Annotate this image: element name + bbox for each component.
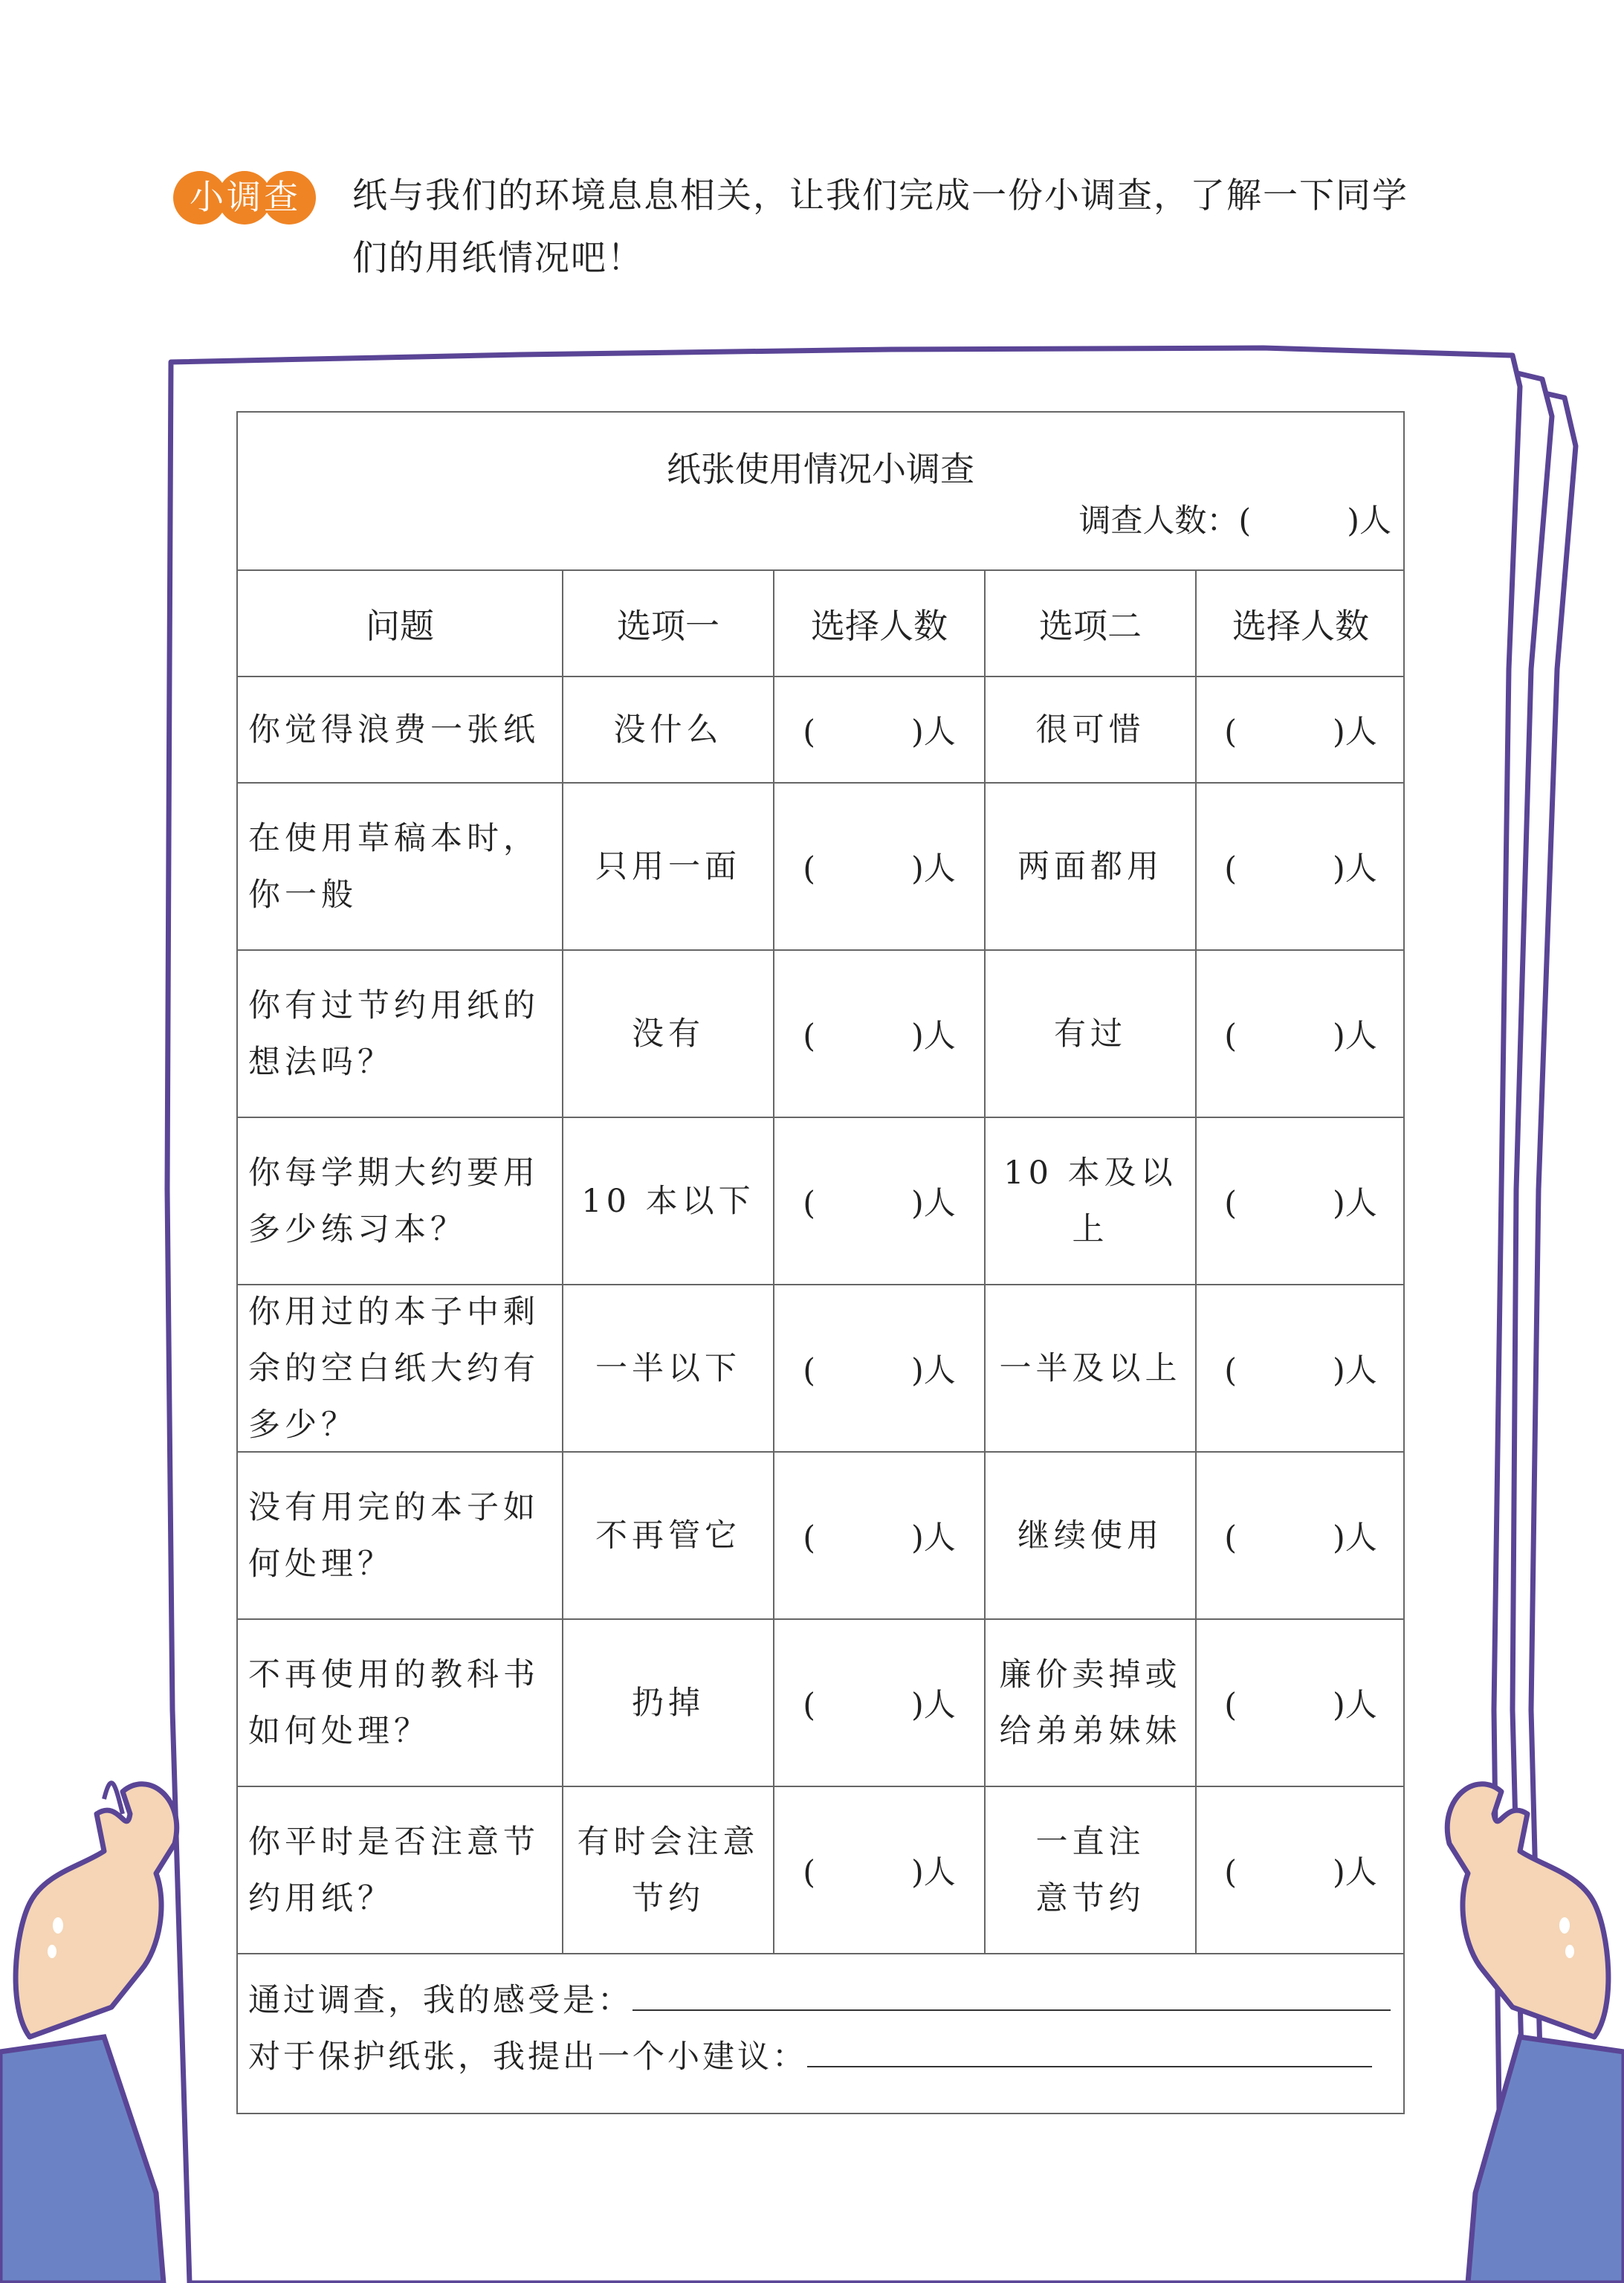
column-header: 选择人数 <box>1232 605 1369 646</box>
feeling-input-line[interactable] <box>633 1981 1391 2011</box>
intro-line: 们的用纸情况吧！ <box>352 238 644 279</box>
intro-line: 纸与我们的环境息息相关，让我们完成一份小调查，了解一下同学 <box>352 175 1408 216</box>
option-text: 给弟弟妹妹 <box>999 1712 1182 1750</box>
suggestion-input-line[interactable] <box>807 2038 1372 2067</box>
question-cell <box>238 677 563 782</box>
column-header-row <box>238 571 1403 677</box>
option2-count-blank[interactable]: ( )人 <box>1224 1520 1377 1557</box>
question-cell <box>238 784 563 949</box>
option1-count-blank[interactable]: ( )人 <box>774 1620 986 1786</box>
option-text: 继续使用 <box>1018 1517 1163 1554</box>
survey-title: 纸张使用情况小调查 <box>667 449 974 489</box>
option-text: 不再管它 <box>595 1517 741 1554</box>
option2-cell <box>986 1787 1197 1953</box>
table-row <box>238 1620 1403 1787</box>
option-text: 一半以下 <box>595 1349 741 1387</box>
question-text: 多少练习本？ <box>248 1210 467 1248</box>
column-header: 选项一 <box>563 571 774 676</box>
option2-cell <box>986 1453 1197 1618</box>
question-text: 你一般 <box>248 876 358 914</box>
option-text: 一半及以上 <box>999 1349 1182 1387</box>
question-cell <box>238 1453 563 1618</box>
option-text: 廉价卖掉或 <box>999 1656 1182 1693</box>
table-row <box>238 1285 1403 1453</box>
option-text: 扔掉 <box>632 1684 705 1722</box>
question-text: 如何处理？ <box>248 1712 430 1750</box>
option-text: 节约 <box>632 1879 705 1917</box>
option1-count-blank[interactable]: ( )人 <box>774 784 986 949</box>
option2-cell <box>986 677 1197 782</box>
option2-cell <box>986 1285 1197 1451</box>
option2-cell <box>986 784 1197 949</box>
option1-cell <box>563 677 774 782</box>
option-text: 有时会注意 <box>577 1823 760 1861</box>
option-text: 很可惜 <box>1035 711 1145 749</box>
survey-table <box>236 411 1405 2114</box>
option2-count-blank[interactable]: ( )人 <box>1224 1185 1377 1222</box>
table-row <box>238 1118 1403 1285</box>
option1-cell <box>563 1620 774 1786</box>
survey-footer <box>238 1947 1403 2114</box>
option2-cell <box>986 1118 1197 1284</box>
option-text: 10 本及以上 <box>1003 1154 1177 1248</box>
column-header: 问题 <box>238 571 563 676</box>
question-text: 你觉得浪费一张纸 <box>248 711 540 749</box>
question-text: 余的空白纸大约有 <box>248 1349 540 1387</box>
badge-label: 小调查 <box>190 177 301 217</box>
option1-count-blank[interactable]: ( )人 <box>774 1453 986 1618</box>
respondent-count[interactable]: 调查人数：( )人 <box>1078 503 1391 540</box>
option1-count-blank[interactable]: ( )人 <box>774 677 986 782</box>
question-text: 想法吗？ <box>248 1043 394 1081</box>
option1-count-blank[interactable]: ( )人 <box>774 951 986 1117</box>
question-text: 你每学期大约要用 <box>248 1154 540 1192</box>
feeling-label: 通过调查，我的感受是： <box>248 1982 633 2019</box>
intro-text <box>352 165 1512 290</box>
option2-count-blank[interactable]: ( )人 <box>1224 850 1377 888</box>
question-text: 约用纸？ <box>248 1879 394 1917</box>
option2-count-blank[interactable]: ( )人 <box>1224 1018 1377 1055</box>
option1-count-blank[interactable]: ( )人 <box>774 1285 986 1451</box>
option1-count-blank[interactable]: ( )人 <box>774 1118 986 1284</box>
option1-cell <box>563 951 774 1117</box>
question-text: 不再使用的教科书 <box>248 1656 540 1693</box>
question-text: 没有用完的本子如 <box>248 1488 540 1526</box>
option-text: 只用一面 <box>595 847 741 885</box>
option2-cell <box>986 951 1197 1117</box>
table-row <box>238 1453 1403 1620</box>
question-text: 多少？ <box>248 1406 358 1444</box>
option-text: 一直注 <box>1035 1823 1145 1861</box>
option-text: 有过 <box>1054 1015 1127 1053</box>
question-text: 你用过的本子中剩 <box>248 1293 540 1331</box>
question-text: 在使用草稿本时， <box>248 819 540 857</box>
question-cell <box>238 1620 563 1786</box>
question-cell <box>238 1285 563 1451</box>
question-text: 你有过节约用纸的 <box>248 986 540 1024</box>
option-text: 意节约 <box>1035 1879 1145 1917</box>
question-cell <box>238 1118 563 1284</box>
option2-count-blank[interactable]: ( )人 <box>1224 1687 1377 1724</box>
option1-cell <box>563 1787 774 1953</box>
option1-count-blank[interactable]: ( )人 <box>774 1787 986 1953</box>
option-text: 没有 <box>632 1015 705 1053</box>
option2-count-blank[interactable]: ( )人 <box>1224 1352 1377 1389</box>
question-text: 何处理？ <box>248 1545 394 1583</box>
table-row <box>238 784 1403 951</box>
suggestion-label: 对于保护纸张，我提出一个小建议： <box>248 2038 807 2076</box>
option1-cell <box>563 784 774 949</box>
option1-cell <box>563 1118 774 1284</box>
option2-cell <box>986 1620 1197 1786</box>
table-row <box>238 677 1403 784</box>
survey-badge <box>173 171 316 225</box>
column-header: 选项二 <box>986 571 1197 676</box>
option-text: 10 本以下 <box>581 1182 755 1220</box>
option1-cell <box>563 1453 774 1618</box>
table-row <box>238 951 1403 1118</box>
left-hand-illustration <box>0 1783 177 2283</box>
option1-cell <box>563 1285 774 1451</box>
question-cell <box>238 1787 563 1953</box>
question-cell <box>238 951 563 1117</box>
question-text: 你平时是否注意节 <box>248 1823 540 1861</box>
column-header: 选择人数 <box>774 571 986 676</box>
option-text: 没什么 <box>613 711 723 749</box>
table-row <box>238 1787 1403 1954</box>
survey-table-header <box>238 413 1403 571</box>
option2-count-blank[interactable]: ( )人 <box>1224 1854 1377 1891</box>
option-text: 两面都用 <box>1018 847 1163 885</box>
feeling-line <box>248 1975 1391 2021</box>
suggestion-line <box>248 2032 1372 2077</box>
option2-count-blank[interactable]: ( )人 <box>1224 714 1377 751</box>
